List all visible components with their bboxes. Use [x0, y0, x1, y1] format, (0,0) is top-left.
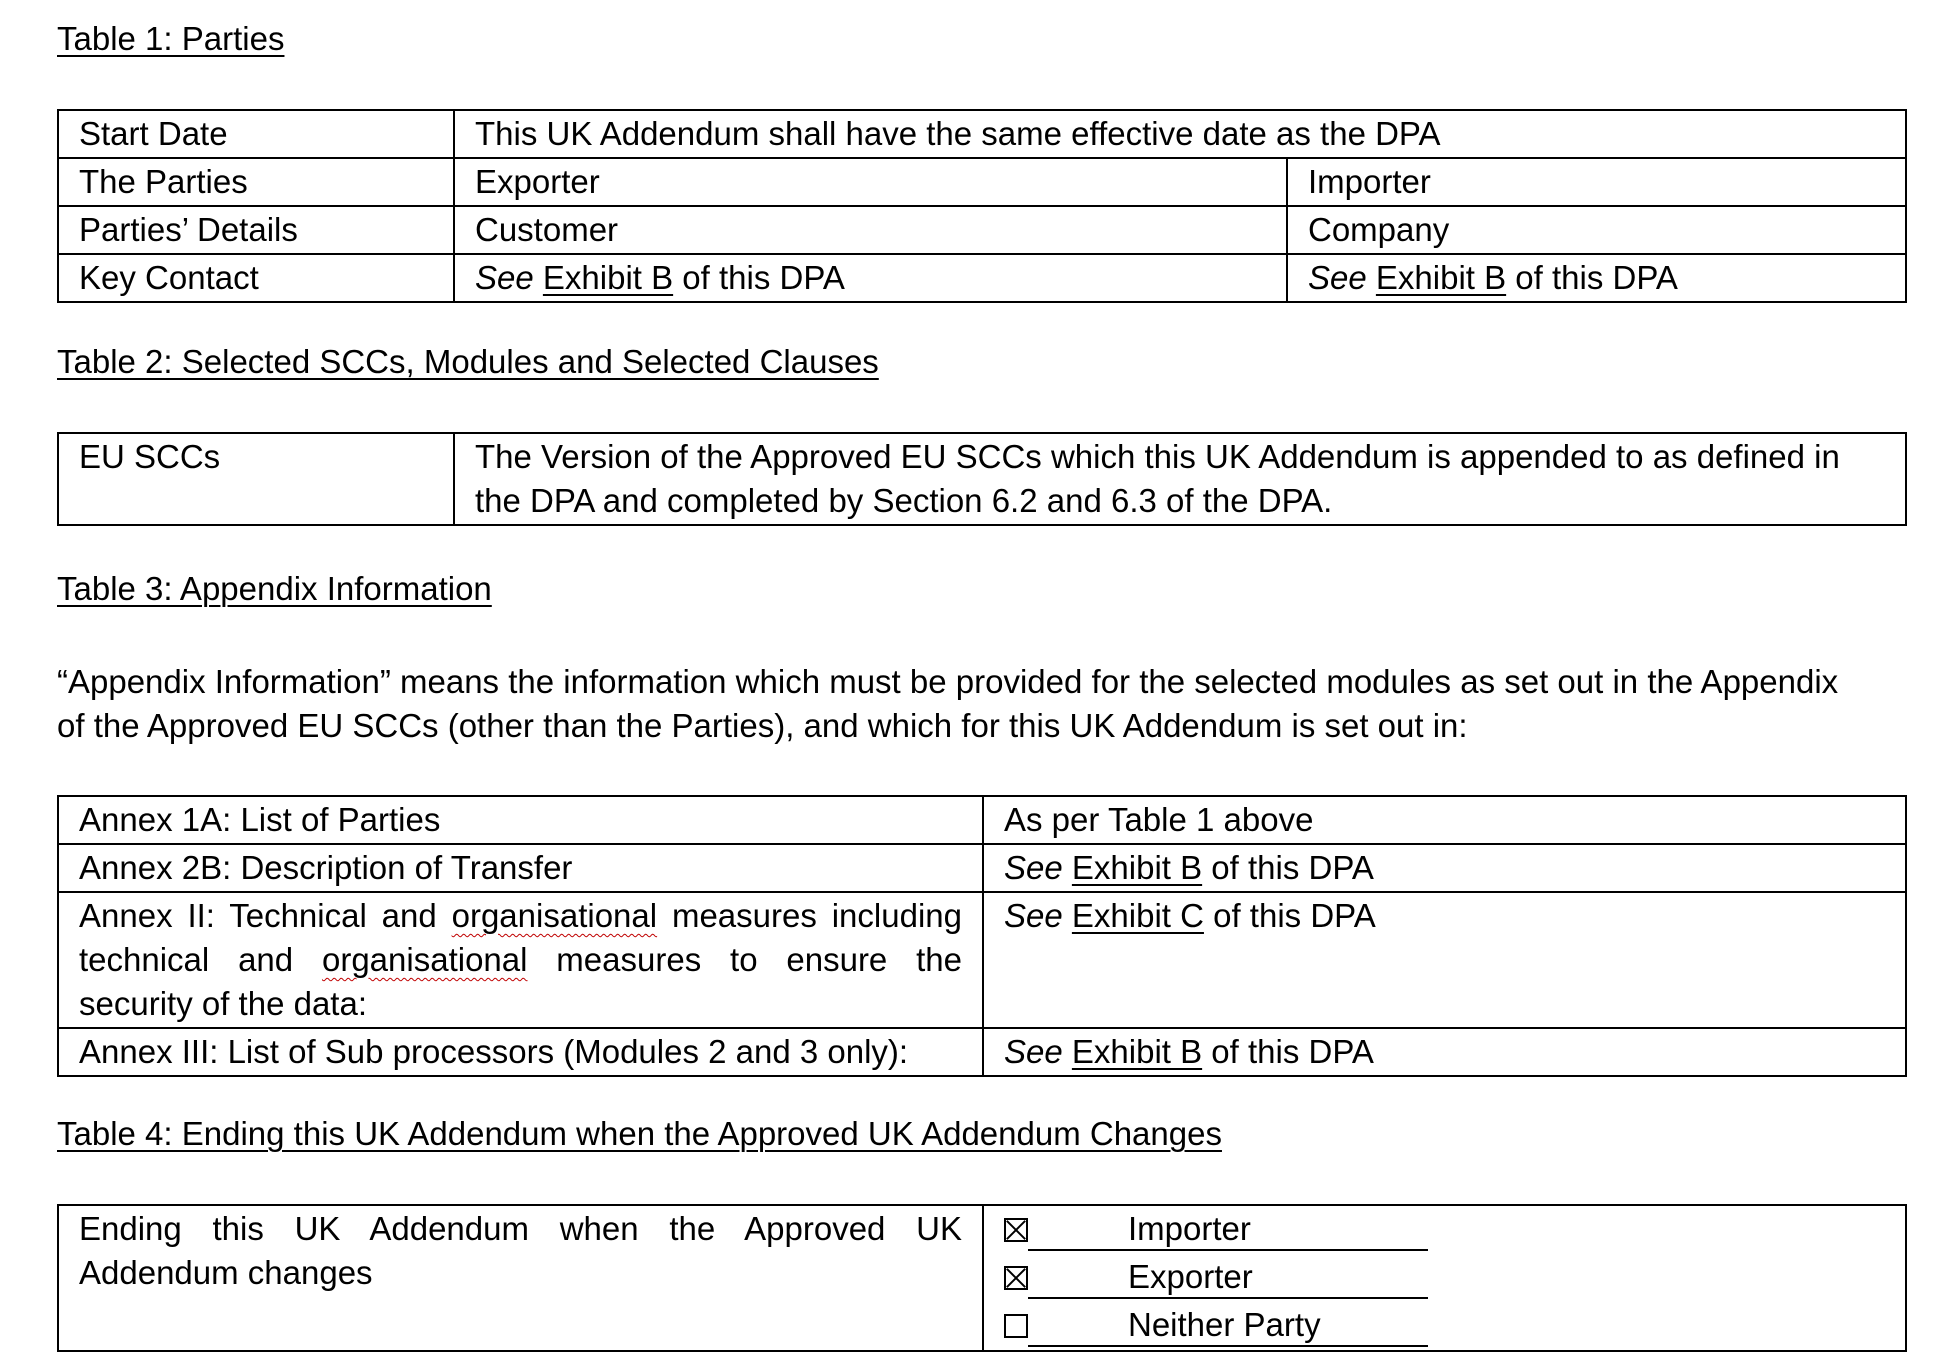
option-exporter[interactable]: [1004, 1254, 1885, 1302]
parties-table: [57, 109, 1907, 303]
option-importer[interactable]: [1004, 1206, 1885, 1254]
parties-exporter: Exporter: [454, 158, 1287, 206]
parties-label: The Parties: [58, 158, 454, 206]
start-date-value: This UK Addendum shall have the same effective date as the DPA: [454, 110, 1906, 158]
table2-heading: Table 2: Selected SCCs, Modules and Selected Clauses: [57, 343, 879, 380]
exhibit-link[interactable]: Exhibit C: [1071, 897, 1204, 934]
exhibit-link[interactable]: Exhibit B: [1071, 849, 1203, 886]
table-row: [58, 1028, 1906, 1076]
ending-table: [57, 1204, 1907, 1352]
annex1a-value: As per Table 1 above: [983, 796, 1906, 844]
checkbox-checked-icon[interactable]: [1004, 1218, 1028, 1242]
table1-heading: Table 1: Parties: [57, 20, 285, 57]
option-label: Importer: [1028, 1209, 1428, 1251]
ending-options: [983, 1205, 1906, 1351]
table-row: [58, 433, 1906, 525]
see-text: See: [1004, 849, 1063, 886]
label-part: measures including technical and: [79, 897, 962, 978]
start-date-label: Start Date: [58, 110, 454, 158]
exhibit-link[interactable]: Exhibit B: [1375, 259, 1507, 296]
annex2b-value: [983, 844, 1906, 892]
spellcheck-word: organisational: [451, 897, 658, 934]
table-row: [58, 892, 1906, 1028]
see-text: See: [1004, 897, 1063, 934]
table3-heading: Table 3: Appendix Information: [57, 570, 492, 607]
eu-sccs-label: EU SCCs: [58, 433, 454, 525]
details-label: Parties’ Details: [58, 206, 454, 254]
table-row: [58, 796, 1906, 844]
sccs-table: [57, 432, 1907, 526]
table-row: [58, 844, 1906, 892]
details-importer: Company: [1287, 206, 1906, 254]
spellcheck-word: organisational: [321, 941, 528, 978]
see-text: See: [1004, 1033, 1063, 1070]
key-contact-exporter: [454, 254, 1287, 302]
table-row: [58, 206, 1906, 254]
annex1a-label: Annex 1A: List of Parties: [58, 796, 983, 844]
appendix-intro: “Appendix Information” means the information which must be provided for the selected modules as set out in the Appendix of the Approved EU SCCs (other than the Parties), and which for this UK Addendum is set out in:: [57, 663, 1839, 744]
table-row: [58, 254, 1906, 302]
annex2-label: [58, 892, 983, 1028]
table-row: [58, 1205, 1906, 1351]
label-part: measures to ensure the security of the data:: [79, 941, 962, 1022]
see-text: See: [1308, 259, 1367, 296]
eu-sccs-value: The Version of the Approved EU SCCs which this UK Addendum is appended to as defined in the DPA and completed by Section 6.2 and 6.3 of the DPA.: [454, 433, 1906, 525]
option-label: Neither Party: [1028, 1305, 1428, 1347]
option-label: Exporter: [1028, 1257, 1428, 1299]
table-row: [58, 110, 1906, 158]
parties-importer: Importer: [1287, 158, 1906, 206]
see-text: See: [475, 259, 534, 296]
dpa-text: of this DPA: [1203, 897, 1376, 934]
table4-heading: Table 4: Ending this UK Addendum when the Approved UK Addendum Changes: [57, 1115, 1222, 1152]
details-exporter: Customer: [454, 206, 1287, 254]
checkbox-empty-icon[interactable]: [1004, 1314, 1028, 1338]
annex3-label: Annex III: List of Sub processors (Modules 2 and 3 only):: [58, 1028, 983, 1076]
key-contact-label: Key Contact: [58, 254, 454, 302]
annex2b-label: Annex 2B: Description of Transfer: [58, 844, 983, 892]
ending-label: Ending this UK Addendum when the Approved UK Addendum changes: [58, 1205, 983, 1351]
checkbox-checked-icon[interactable]: [1004, 1266, 1028, 1290]
annex3-value: [983, 1028, 1906, 1076]
exhibit-link[interactable]: Exhibit B: [1071, 1033, 1203, 1070]
option-neither[interactable]: [1004, 1302, 1885, 1350]
table-row: [58, 158, 1906, 206]
label-part: Annex II: Technical and: [79, 897, 452, 934]
appendix-table: [57, 795, 1907, 1077]
key-contact-importer: [1287, 254, 1906, 302]
dpa-text: of this DPA: [1202, 849, 1374, 886]
annex2-value: [983, 892, 1906, 1028]
dpa-text: of this DPA: [1506, 259, 1678, 296]
dpa-text: of this DPA: [673, 259, 845, 296]
dpa-text: of this DPA: [1202, 1033, 1374, 1070]
exhibit-link[interactable]: Exhibit B: [542, 259, 674, 296]
